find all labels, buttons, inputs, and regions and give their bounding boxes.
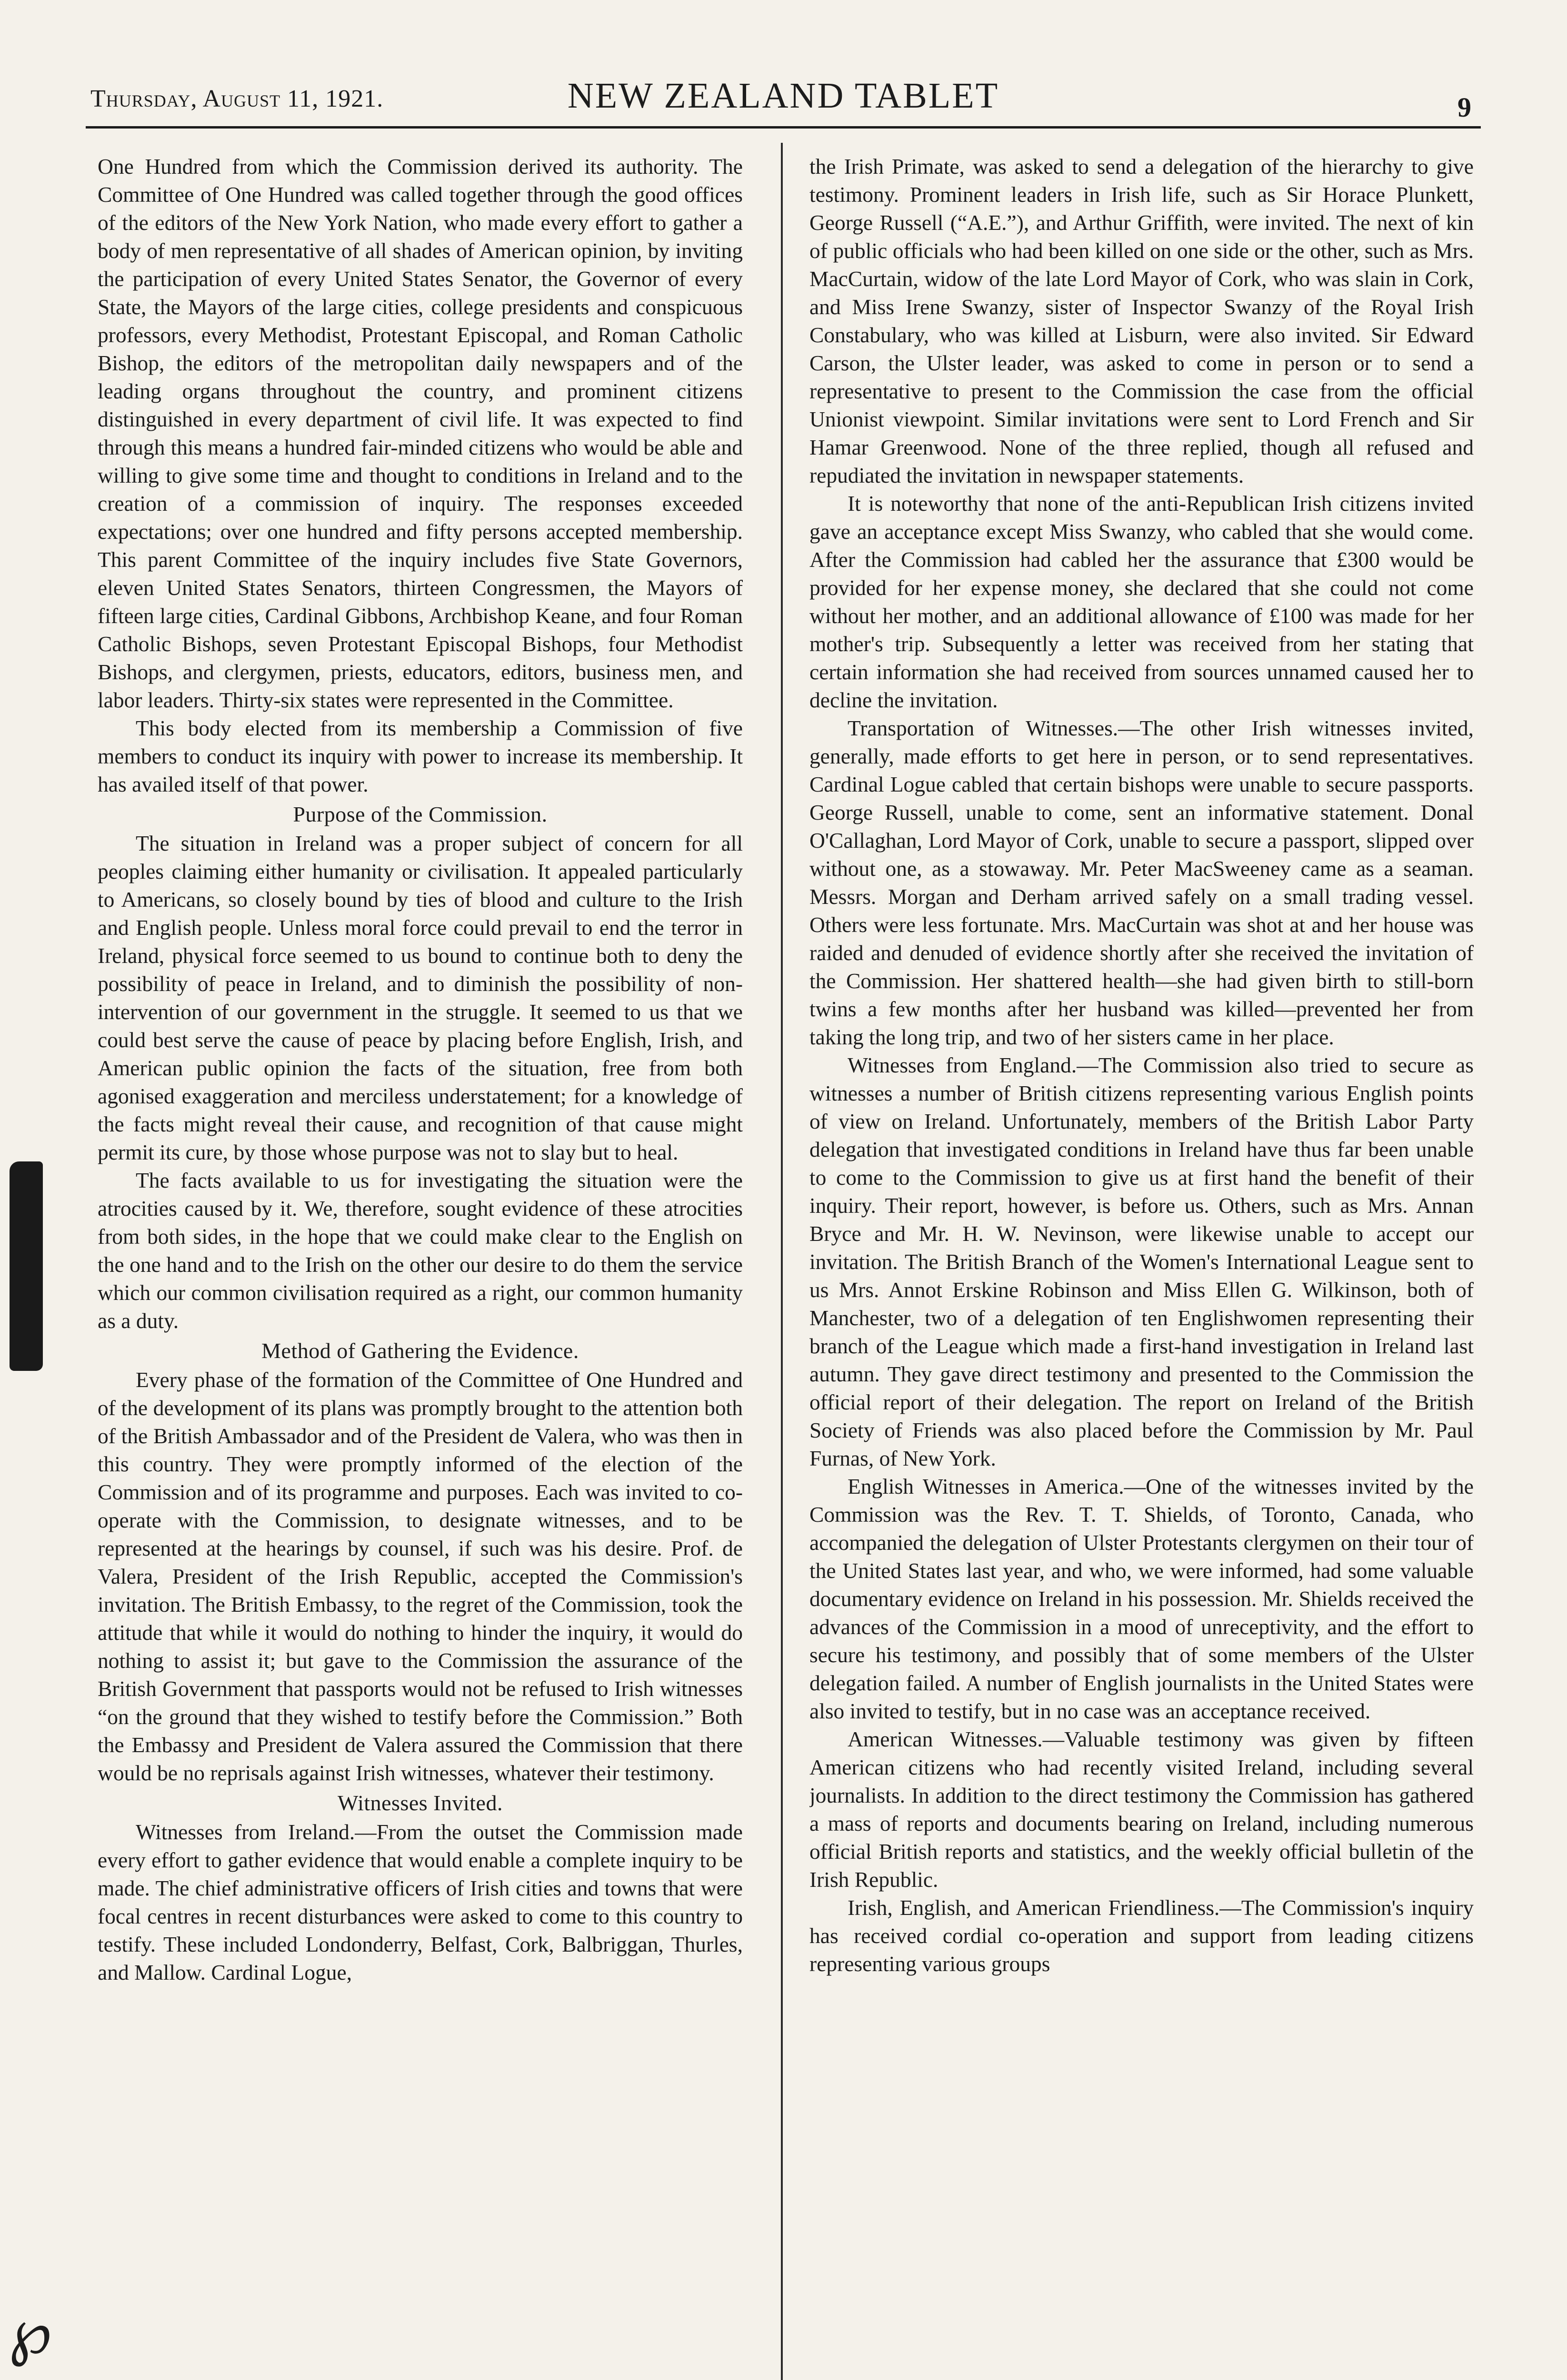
paragraph: This body elected from its membership a Commission of five members to conduct its inquiry with power to increase its membership. It has availed itself of that power. — [98, 716, 743, 796]
paragraph: Witnesses from England.—The Commission also tried to secure as witnesses a number of British citizens representing various English points of view on Ireland. Unfortunately, members of the British Labor Party delegation that investigated conditions in Ireland have thus far been unable to come to the Commission to give us at first hand the benefit of their inquiry. Their report, however, is before us. Others, such as Mrs. Annan Bryce and Mr. H. W. Nevinson, were likewise unable to accept our invitation. The British Branch of the Women's International League sent to us Mrs. Annot Erskine Robinson and Miss Ellen G. Wilkinson, both of Manchester, two of a delegation of ten Englishwomen representing their branch of the League which made a first-hand investigation in Ireland last autumn. They gave direct testimony and presented to the Commission the official report of their delegation. The report on Ireland of the British Society of Friends was also placed before the Commission by Mr. Paul Furnas, of New York. — [809, 1053, 1474, 1470]
section-heading: Witnesses Invited. — [338, 1791, 503, 1815]
paragraph: One Hundred from which the Commission derived its authority. The Committee of One Hundred was called together through the good offices of the editors of the New York Nation, who made every effort to gather a body of men representative of all shades of American opinion, by inviting the participation of every United States Senator, the Governor of every State, the Mayors of the large cities, college presidents and conspicuous professors, every Methodist, Protestant Episcopal, and Roman Catholic Bishop, the editors of the metropolitan daily newspapers and of the leading organs throughout the country, and prominent citizens distinguished in every department of civil life. It was expected to find through this means a hundred fair-minded citizens who would be able and willing to give some time and thought to conditions in Ireland and to the creation of a commission of inquiry. The responses exceeded expectations; over one hundred and fifty persons accepted membership. This parent Committee of the inquiry includes five State Governors, eleven United States Senators, thirteen Congressmen, the Mayors of fifteen large cities, Cardinal Gibbons, Archbishop Keane, and four Roman Catholic Bishops, seven Protestant Episcopal Bishops, four Methodist Bishops, and clergymen, priests, educators, editors, business men, and labor leaders. Thirty-six states were represented in the Committee. — [98, 154, 743, 712]
paragraph: Transportation of Witnesses.—The other Irish witnesses invited, generally, made efforts to get here in person, or to send representatives. Cardinal Logue cabled that certain bishops were unable to secure passports. George Russell, unable to come, sent an informative statement. Donal O'Callaghan, Lord Mayor of Cork, unable to secure a passport, slipped over without one, as a stowaway. Mr. Peter MacSweeney came as a seaman. Messrs. Morgan and Derham arrived safely on a small trading vessel. Others were less fortunate. Mrs. MacCurtain was shot at and her house was raided and denuded of evidence shortly after she received the invitation of the Commission. Her shattered health—she had given birth to still-born twins a few months after her husband was killed—prevented her from taking the long trip, and two of her sisters came in her place. — [809, 716, 1474, 1049]
margin-mark: ℘ — [9, 2298, 52, 2367]
paragraph: The situation in Ireland was a proper subject of concern for all peoples claiming either humanity or civilisation. It appealed particularly to Americans, so closely bound by ties of blood and culture to the Irish and English people. Unless moral force could prevail to end the terror in Ireland, physical force seemed to us bound to continue both to deny the possibility of peace in Ireland, and to diminish the possibility of non-intervention of our government in the struggle. It seemed to us that we could best serve the cause of peace by placing before English, Irish, and American public opinion the facts of the situation, free from both agonised exaggeration and merciless understatement; for a knowledge of the facts might reveal their cause, and recognition of that cause might permit its cure, by those whose purpose was not to slay but to heal. — [98, 831, 743, 1164]
page-number: 9 — [1457, 92, 1471, 123]
section-heading: Method of Gathering the Evidence. — [261, 1339, 579, 1363]
issue-date: Thursday, August 11, 1921. — [90, 85, 384, 112]
section-heading: Purpose of the Commission. — [293, 802, 548, 826]
right-column — [809, 152, 1474, 2380]
paragraph: It is noteworthy that none of the anti-Republican Irish citizens invited gave an acceptance except Miss Swanzy, who cabled that she would come. After the Commission had cabled her the assurance that £300 would be provided for her expense money, she declared that she could not come without her mother, and an additional allowance of £100 was made for her mother's trip. Subsequently a letter was received from her stating that certain information she had received from sources unnamed caused her to decline the invitation. — [809, 491, 1474, 712]
left-column — [98, 152, 743, 2380]
column-divider — [781, 143, 783, 2380]
paragraph: American Witnesses.—Valuable testimony was given by fifteen American citizens who had recently visited Ireland, including several journalists. In addition to the direct testimony the Commission has gathered a mass of reports and documents bearing on Ireland, including numerous official British reports and statistics, and the weekly official bulletin of the Irish Republic. — [809, 1727, 1474, 1892]
publication-title: NEW ZEALAND TABLET — [567, 76, 999, 116]
paragraph: The facts available to us for investigating the situation were the atrocities caused by it. We, therefore, sought evidence of these atrocities from both sides, in the hope that we could make clear to the English on the one hand and to the Irish on the other our desire to do them the service which our common civilisation required as a right, our common humanity as a duty. — [98, 1168, 743, 1333]
page-header — [86, 71, 1481, 124]
paragraph: Witnesses from Ireland.—From the outset the Commission made every effort to gather evidence that would enable a complete inquiry to be made. The chief administrative officers of Irish cities and towns that were focal centres in recent disturbances were asked to come to this country to testify. These included Londonderry, Belfast, Cork, Balbriggan, Thurles, and Mallow. Cardinal Logue, — [98, 1820, 743, 1984]
paragraph: English Witnesses in America.—One of the witnesses invited by the Commission was the Rev. T. T. Shields, of Toronto, Canada, who accompanied the delegation of Ulster Protestants clergymen on their tour of the United States last year, and who, we were informed, had some valuable documentary evidence on Ireland in his possession. Mr. Shields received the advances of the Commission in a mood of unreceptivity, and the effort to secure his testimony, and possibly that of some members of the Ulster delegation failed. A number of English journalists in the United States were also invited to testify, but in no case was an acceptance received. — [809, 1474, 1474, 1723]
ink-blot — [10, 1161, 43, 1371]
paragraph: Every phase of the formation of the Committee of One Hundred and of the development of its plans was promptly brought to the attention both of the British Ambassador and of the President de Valera, who was then in this country. They were promptly informed of the election of the Commission and of its programme and purposes. Each was invited to co-operate with the Commission, to designate witnesses, and to be represented at the hearings by counsel, if such was his desire. Prof. de Valera, President of the Irish Republic, accepted the Commission's invitation. The British Embassy, to the regret of the Commission, took the attitude that while it would do nothing to hinder the inquiry, it would do nothing to assist it; but gave to the Commission the assurance of the British Government that passports would not be refused to Irish witnesses “on the ground that they wished to testify before the Commission.” Both the Embassy and President de Valera assured the Commission that there would be no reprisals against Irish witnesses, whatever their testimony. — [98, 1368, 743, 1785]
paragraph: the Irish Primate, was asked to send a delegation of the hierarchy to give testimony. Prominent leaders in Irish life, such as Sir Horace Plunkett, George Russell (“A.E.”), and Arthur Griffith, were invited. The next of kin of public officials who had been killed on one side or the other, such as Mrs. MacCurtain, widow of the late Lord Mayor of Cork, who was slain in Cork, and Miss Irene Swanzy, sister of Inspector Swanzy of the Royal Irish Constabulary, who was killed at Lisburn, were also invited. Sir Edward Carson, the Ulster leader, was asked to come in person or to send a representative to present to the Commission the case from the official Unionist viewpoint. Similar invitations were sent to Lord French and Sir Hamar Greenwood. None of the three replied, though all refused and repudiated the invitation in newspaper statements. — [809, 154, 1474, 487]
header-rule — [86, 126, 1481, 129]
paragraph: Irish, English, and American Friendliness.—The Commission's inquiry has received cordial co-operation and support from leading citizens representing various groups — [809, 1895, 1474, 1976]
